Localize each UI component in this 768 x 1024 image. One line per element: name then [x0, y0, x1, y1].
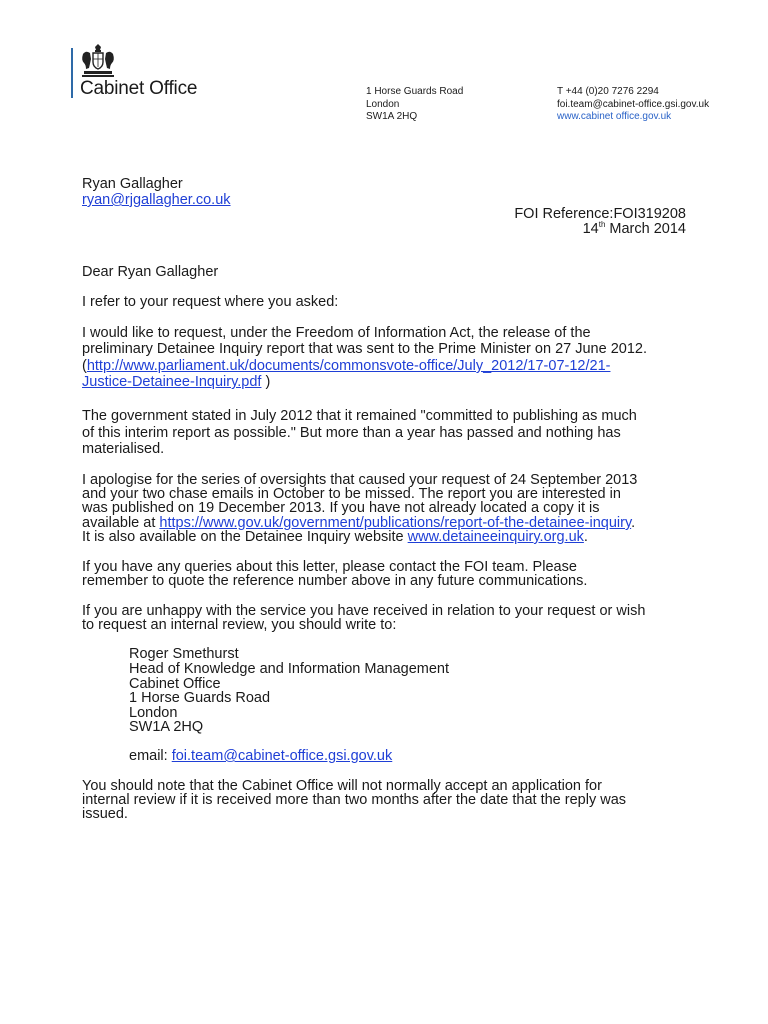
paragraph-line: I apologise for the series of oversights that caused your request of 24 September 2013 — [82, 472, 638, 488]
review-address-line: Cabinet Office — [129, 676, 221, 692]
paragraph-line: If you are unhappy with the service you have received in relation to your request or wish — [82, 603, 646, 619]
paragraph-line: of this interim report as possible." But more than a year has passed and nothing has — [82, 425, 621, 441]
paragraph-line: and your two chase emails in October to be missed. The report you are interested in — [82, 486, 621, 502]
royal-coat-of-arms-icon — [78, 44, 118, 78]
review-address-line: Head of Knowledge and Information Management — [129, 661, 450, 677]
sender-address-line: SW1A 2HQ — [366, 111, 418, 122]
parliament-report-link-cont[interactable]: Justice-Detainee-Inquiry.pdf — [82, 374, 262, 390]
review-email-link[interactable]: foi.team@cabinet-office.gsi.gov.uk — [171, 748, 393, 764]
logo-accent-bar — [71, 48, 73, 98]
paragraph-line: Justice-Detainee-Inquiry.pdf ) — [82, 374, 271, 390]
sender-address — [366, 86, 463, 124]
recipient-name: Ryan Gallagher — [82, 176, 183, 192]
gov-uk-report-link[interactable]: https://www.gov.uk/government/publications/report-of-the-detainee-inquiry — [159, 515, 632, 531]
review-address-line: London — [129, 705, 178, 721]
paragraph-line: (http://www.parliament.uk/documents/commonsvote-office/July_2012/17-07-12/21- — [82, 358, 611, 374]
intro-paragraph: I refer to your request where you asked: — [82, 294, 339, 310]
review-email-line: email: foi.team@cabinet-office.gsi.gov.uk — [129, 748, 393, 764]
sender-address-line: London — [366, 98, 400, 110]
sender-contact — [557, 86, 709, 124]
detainee-inquiry-website-link[interactable]: www.detaineeinquiry.org.uk — [407, 529, 584, 545]
paragraph-line: I would like to request, under the Freedom of Information Act, the release of the — [82, 325, 591, 341]
sender-address-line: 1 Horse Guards Road — [366, 86, 464, 97]
paragraph-line: preliminary Detainee Inquiry report that was sent to the Prime Minister on 27 June 2012. — [82, 341, 647, 357]
paragraph-line: materialised. — [82, 441, 165, 457]
paragraph-line: If you have any queries about this letter, please contact the FOI team. Please — [82, 559, 577, 575]
parliament-report-link[interactable]: http://www.parliament.uk/documents/commonsvote-office/July_2012/17-07-12/21- — [86, 358, 611, 374]
telephone-number: T +44 (0)20 7276 2294 — [557, 86, 659, 97]
paragraph-line: to request an internal review, you should write to: — [82, 617, 397, 633]
letter-date: 14th March 2014 — [582, 219, 686, 237]
paragraph-line: It is also available on the Detainee Inquiry website www.detaineeinquiry.org.uk. — [82, 529, 588, 545]
paragraph-line: issued. — [82, 806, 128, 822]
contact-email: foi.team@cabinet-office.gsi.gov.uk — [557, 98, 710, 110]
paragraph-line: You should note that the Cabinet Office will not normally accept an application for — [82, 778, 602, 794]
review-address-line: SW1A 2HQ — [129, 719, 204, 735]
paragraph-line: was published on 19 December 2013. If you have not already located a copy it is — [82, 500, 600, 516]
paragraph-line: internal review if it is received more than two months after the date that the reply was — [82, 792, 627, 808]
recipient-email-link[interactable]: ryan@rjgallagher.co.uk — [82, 192, 231, 208]
foi-reference: FOI Reference:FOI319208 — [514, 206, 686, 222]
website-link[interactable]: www.cabinet office.gov.uk — [557, 111, 672, 122]
salutation: Dear Ryan Gallagher — [82, 264, 219, 280]
paragraph-line: The government stated in July 2012 that it remained "committed to publishing as much — [82, 408, 637, 424]
paragraph-line: available at https://www.gov.uk/government/publications/report-of-the-detainee-inquiry. — [82, 515, 636, 531]
department-name: Cabinet Office — [80, 78, 198, 99]
paragraph-line: remember to quote the reference number above in any future communications. — [82, 573, 588, 589]
review-address-line: 1 Horse Guards Road — [129, 690, 271, 706]
reference-block — [514, 207, 686, 236]
review-address-line: Roger Smethurst — [129, 646, 239, 662]
